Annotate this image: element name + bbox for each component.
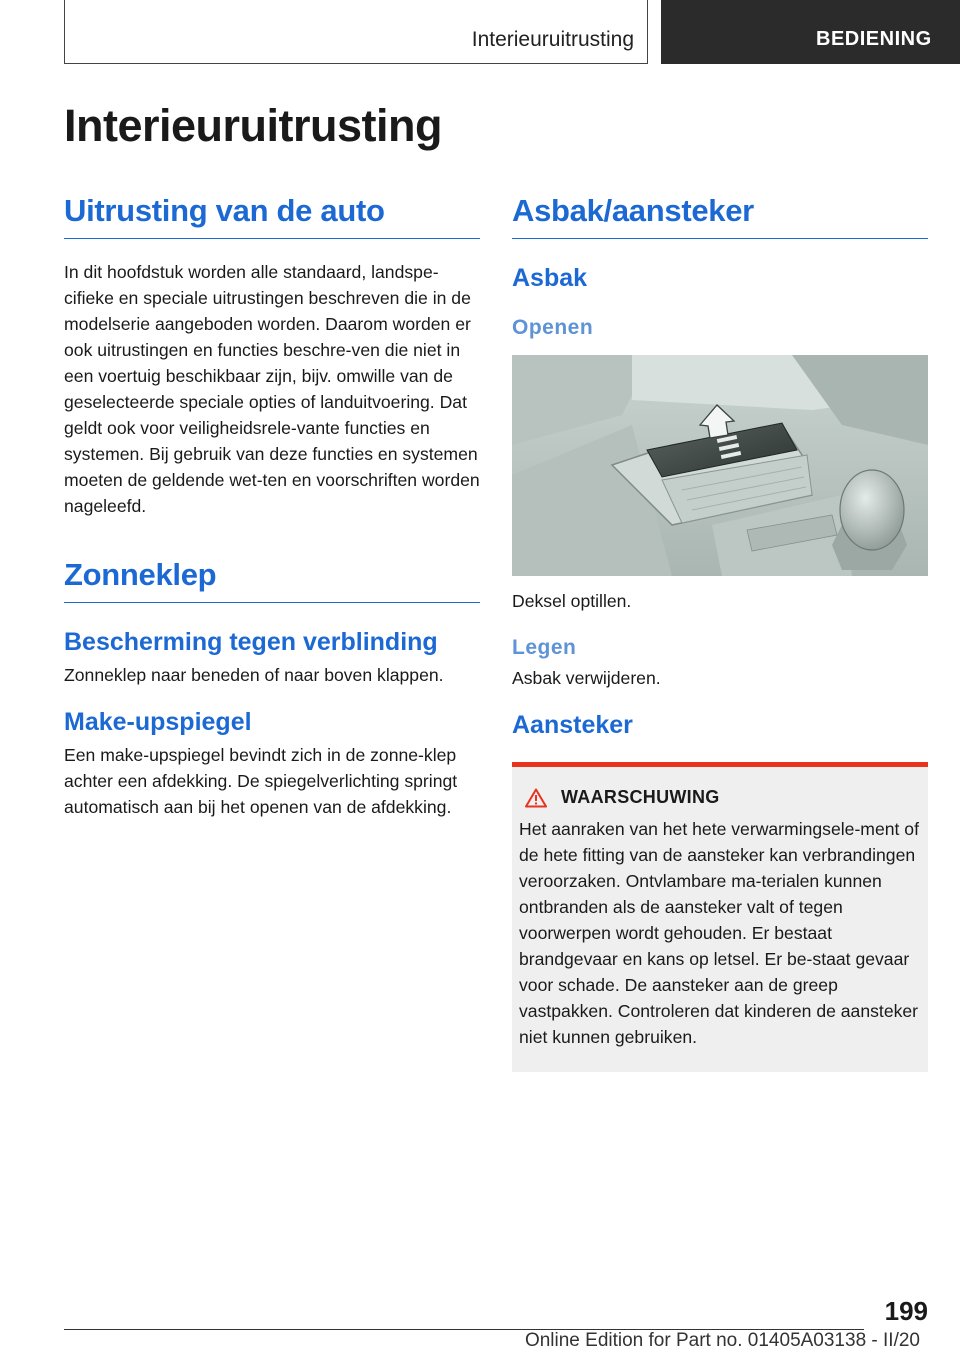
right-column [512,193,928,1072]
left-column [64,193,480,820]
page-title: Interieuruitrusting [64,100,443,151]
warning-title: WAARSCHUWING [561,787,720,807]
subsection-title-ashtray: Asbak [512,264,588,292]
header-section-title: Interieuruitrusting [471,28,634,51]
header-chapter-label: BEDIENING [816,28,932,50]
step-title-open: Openen [512,316,594,339]
subsection-title-mirror: Make-upspiegel [64,708,252,736]
warning-triangle-icon [525,788,547,808]
subsection-body-mirror: Een make-upspiegel bevindt zich in de zonne-klep achter een afdekking. De spiegelverlichting springt automatisch aan bij het openen van de afdekking. [64,745,458,817]
ashtray-illustration [512,355,928,576]
step-title-empty: Legen [512,636,577,659]
subsection-body-glare: Zonneklep naar beneden of naar boven klappen. [64,665,444,685]
page-number: 199 [884,1296,928,1326]
subsection-title-lighter: Aansteker [512,711,633,739]
section-title-equipment: Uitrusting van de auto [64,193,480,239]
section-title-sunvisor: Zonneklep [64,557,480,603]
section-title-ashtray-lighter: Asbak/aansteker [512,193,928,239]
warning-header [525,787,920,808]
section-body-equipment: In dit hoofdstuk worden alle standaard, landspe-cifieke en speciale uitrustingen beschreven die in de modelserie aangeboden worden. Daarom worden er ook uitrustingen en functies beschre-ven die niet in een voertuig beschikbaar zijn, bijv. omwille van de geselecteerde speciale opties of landuitvoering. Dat geldt ook voor veiligheidsrele-vante functies en systemen. Bij gebruik van deze functies en systemen moeten de geldende wet-ten en voorschriften worden nageleefd. [64,262,480,516]
header-chapter-tab [661,0,960,64]
step-body-empty: Asbak verwijderen. [512,668,661,688]
subsection-title-glare: Bescherming tegen verblinding [64,628,438,656]
footer-edition: Online Edition for Part no. 01405A03138 - II/20 [524,1330,920,1351]
image-caption: Deksel optillen. [512,591,632,611]
warning-body: Het aanraken van het hete verwarmingsele-ment of de hete fitting van de aansteker kan verbrandingen veroorzaken. Ontvlambare ma-terialen kunnen ontbranden als de aansteker valt of tegen voorwerpen wordt gehouden. Er bestaat brandgevaar en kans op letsel. Er be-staat gevaar voor schade. De aansteker aan de greep vastpakken. Controleren dat kinderen de aansteker niet kunnen gebruiken. [519,819,919,1047]
warning-box [512,762,928,1072]
